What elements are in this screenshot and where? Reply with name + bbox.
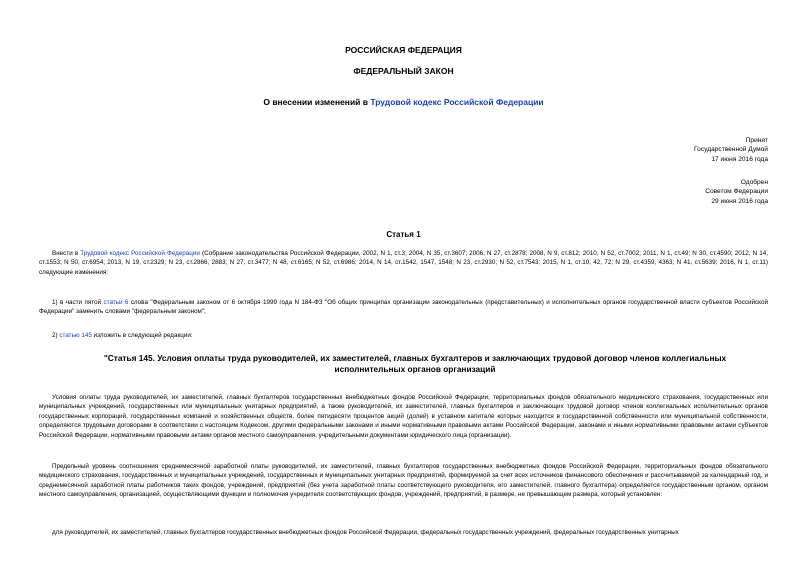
accepted-body: Государственной Думой <box>694 146 768 154</box>
item2-text-a: 2) <box>52 332 60 339</box>
approved-label: Одобрен <box>740 179 768 186</box>
article-1-heading: Статья 1 <box>386 230 421 239</box>
article-6-link[interactable]: статьи 6 <box>103 299 129 306</box>
item2-text-b: изложить в следующей редакции: <box>91 332 193 339</box>
article-145-paragraph-2 <box>39 462 768 500</box>
article-1-item-2 <box>39 331 768 340</box>
law-type-heading: ФЕДЕРАЛЬНЫЙ ЗАКОН <box>353 66 454 76</box>
item1-text-b: слова "Федеральным законом от 6 октября 1999 года N 184-ФЗ "Об общих принципах организации законодательных (представительных) и исполнительных органов государственной власти субъектов Российской Федерации" заменить словами "федеральным законом"; <box>39 299 768 316</box>
accepted-date: 17 июня 2016 года <box>711 155 768 163</box>
law-title <box>0 97 807 107</box>
p1-text: Условия оплаты труда руководителей, их заместителей, главных бухгалтеров государственных внебюджетных фондов Российской Федерации, территориальных фондов обязательного медицинского страхования, государственных или муниципальных учреждений, государственных или муниципальных унитарных предприятий, а также руководителей, их заместителей, главных бухгалтеров и заключающих трудовой договор членов коллегиальных исполнительных органов государственных корпораций, государственных компаний и хозяйственных обществ, более пятидесяти процентов акций (долей) в уставном капитале которых находится в государственной собственности или муниципальной собственности, определяются трудовыми договорами в соответствии с настоящим Кодексом, другими федеральными законами и иными нормативными правовыми актами Российской Федерации, законами и иными нормативными правовыми актами субъектов Российской Федерации, нормативными правовыми актами органов местного самоуправления, учредительными документами юридического лица (организации). <box>39 394 768 439</box>
adoption-accepted <box>694 136 768 164</box>
article-145-link[interactable]: статью 145 <box>59 332 92 339</box>
article-145-paragraph-1 <box>39 393 768 440</box>
adoption-approved <box>705 178 768 206</box>
article-145-title: "Статья 145. Условия оплаты труда руководителей, их заместителей, главных бухгалтеров и заключающих трудовой договор членов коллегиальных исполнительных органов организаций <box>103 353 727 374</box>
p2-text: Предельный уровень соотношения среднемесячной заработной платы руководителей, их заместителей, главных бухгалтеров государственных внебюджетных фондов Российской Федерации, территориальных фондов обязательного медицинского страхования, государственных и муниципальных учреждений, государственных и муниципальных унитарных предприятий, формируемой за счет всех источников финансового обеспечения и рассчитываемой за календарный год, и среднемесячной заработной платы работников таких фондов, учреждений, предприятий (без учета заработной платы соответствующего руководителя, его заместителей, главного бухгалтера) определяется государственным органом, органом местного самоуправления, организацией, осуществляющими функции и полномочия учредителя соответствующих фондов, учреждений, предприятий, в размере, не превышающем размера, который установлен: <box>39 463 768 499</box>
article-145-paragraph-3 <box>39 528 768 537</box>
item1-text-a: 1) в части пятой <box>52 299 104 306</box>
article-1-intro <box>39 249 768 277</box>
accepted-label: Принят <box>745 137 768 144</box>
law-title-prefix: О внесении изменений в <box>263 97 371 107</box>
labor-code-link[interactable]: Трудовой кодекс Российской Федерации <box>370 97 544 107</box>
approved-body: Советом Федерации <box>705 188 768 196</box>
country-heading: РОССИЙСКАЯ ФЕДЕРАЦИЯ <box>345 45 462 55</box>
intro-text-b: (Собрание законодательства Российской Федерации, 2002, N 1, ст.3; 2004, N 35, ст.3607; 2006, N 27, ст.2878; 2008, N 9, ст.812; 2010, N 52, ст.7002; 2011, N 1, ст.49; N 30, ст.4590; 2012, N 14, ст.1553; N 50, ст.6954; 2013, N 19, ст.2329; N 23, ст.2866, 2883; N 27, ст.3477; N 48, ст.6165; N 52, ст.6986; 2014, N 14, ст.1542, 1547, 1548; N 23, ст.2930; N 52, ст.7543; 2015, N 1, ст.10, 42, 72; N 29, ст.4359, 4363; N 41, ст.5639; 2016, N 1, ст.11) следующие изменения: <box>39 250 768 276</box>
article-1-item-1 <box>39 298 768 317</box>
p3-text: для руководителей, их заместителей, главных бухгалтеров государственных внебюджетных фондов Российской Федерации, федеральных государственных учреждений, федеральных государственных унитарных <box>52 529 679 536</box>
labor-code-link-inline[interactable]: Трудовой кодекс Российской Федерации <box>80 250 200 257</box>
intro-text-a: Внести в <box>52 250 81 257</box>
approved-date: 29 июня 2016 года <box>711 197 768 205</box>
